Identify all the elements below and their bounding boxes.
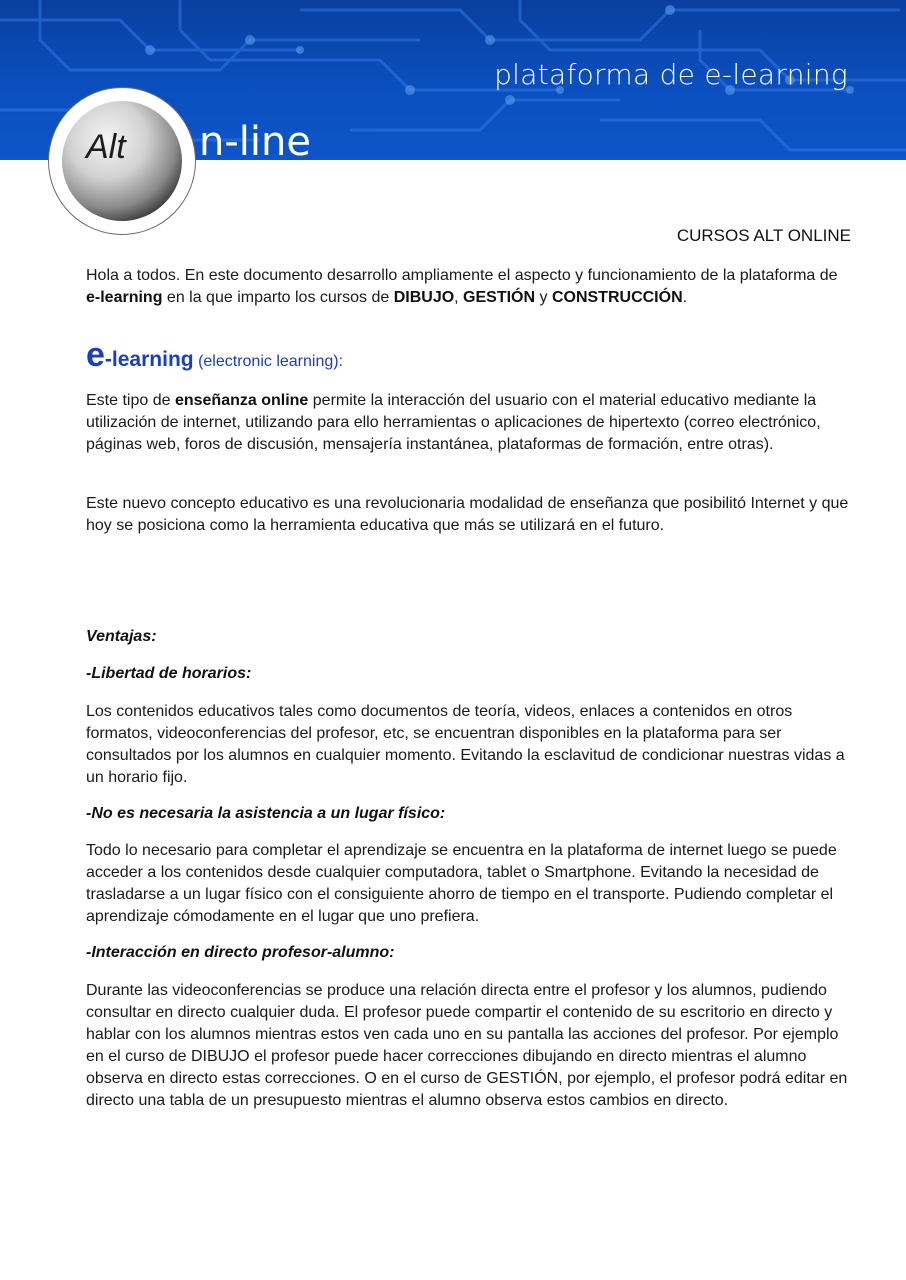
ventaja-text-2: Todo lo necesario para completar el aprendizaje se encuentra en la plataforma de internet luego se puede acceder a los contenidos desde cualquier computadora, tablet o Smartphone. Evitando la necesidad de trasladarse a un lugar físico con el consiguiente ahorro de tiempo en el transporte. Pudiendo completar el aprendizaje cómodamente en el lugar que uno prefiera. [86,842,837,925]
ventaja-text-1: Los contenidos educativos tales como documentos de teoría, videos, enlaces a contenidos en otros formatos, videoconferencias del profesor, etc, se encuentran disponibles en la plataforma para ser consultados por los alumnos en cualquier momento. Evitando la esclavitud de condicionar nuestras vidas a un horario fijo. [86,703,845,786]
brand-suffix: n-line [199,119,311,165]
ventaja-heading-2: -No es necesaria la asistencia a un lugar físico: [86,805,446,822]
ventaja-text-3: Durante las videoconferencias se produce una relación directa entre el profesor y los alumnos, pudiendo consultar en directo cualquier duda. El profesor puede compartir el contenido de su escritorio en directo y hablar con los alumnos mientras estos ven cada uno en su pantalla las acciones del profesor. Por ejemplo en el curso de DIBUJO el profesor puede hacer correcciones dibujando en directo mientras el alumno observa en directo estas correcciones. O en el curso de GESTIÓN, por ejemplo, el profesor podrá editar en directo una tabla de un presupuesto mientras el alumno observa estos cambios en directo. [86,982,848,1109]
elearning-heading: e-learning (electronic learning): [86,336,344,374]
header-tagline: plataforma de e-learning [494,58,848,91]
logo-text: Alt [86,128,126,166]
paragraph-definition: Este tipo de enseñanza online permite la interacción del usuario con el material educativo mediante la utilización de internet, utilizando para ello herramientas o aplicaciones de hipertexto (correo electrónico, páginas web, foros de discusión, mensajería instantánea, plataformas de formación, entre otras). [86,392,821,453]
intro-paragraph: Hola a todos. En este documento desarrollo ampliamente el aspecto y funcionamiento de la plataforma de e-learning en la que imparto los cursos de DIBUJO, GESTIÓN y CONSTRUCCIÓN. [86,267,838,306]
ventaja-heading-3: -Interacción en directo profesor-alumno: [86,944,395,961]
ventaja-heading-1: -Libertad de horarios: [86,665,252,682]
paragraph-concept: Este nuevo concepto educativo es una revolucionaria modalidad de enseñanza que posibilitó Internet y que hoy se posiciona como la herramienta educativa que más se utilizará en el futuro. [86,495,849,534]
document-title: CURSOS ALT ONLINE [676,226,851,245]
ventajas-heading: Ventajas: [86,628,157,645]
